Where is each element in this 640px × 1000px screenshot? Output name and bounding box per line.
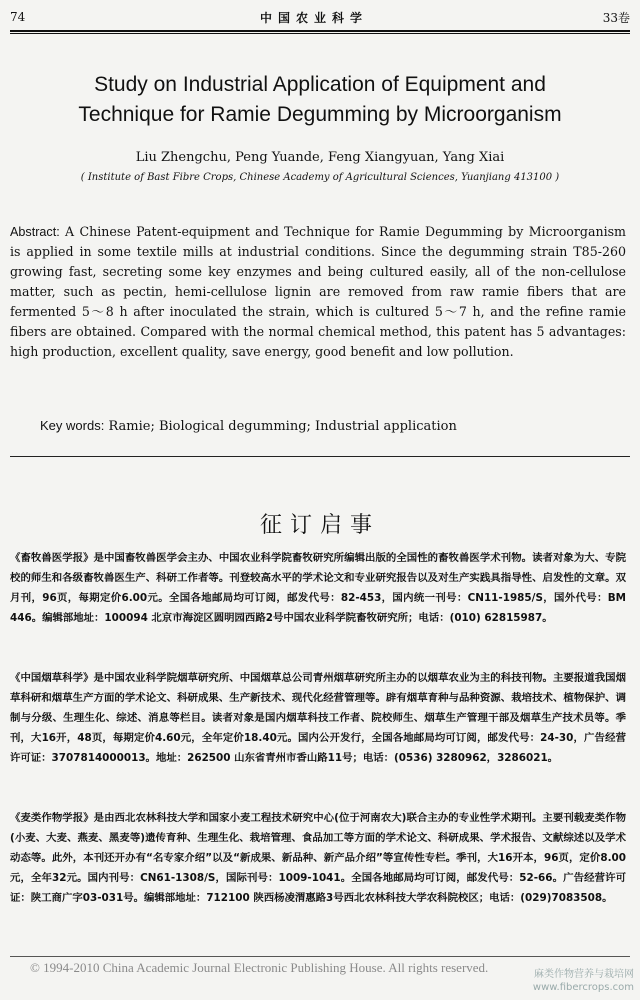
abstract-label: Abstract: [10, 225, 60, 239]
page-header [10, 6, 630, 28]
header-rule [10, 30, 630, 32]
volume-label: 33卷 [602, 10, 630, 25]
watermark-line-1: 麻类作物营养与栽培网 [534, 969, 634, 980]
notice-title: 征订启事 [259, 513, 380, 538]
footer-rule [10, 956, 630, 957]
page-number: 74 [10, 10, 26, 24]
watermark-line-2: www.fibercrops.com [532, 982, 634, 993]
keywords-text: Ramie; Biological degumming; Industrial application [104, 419, 457, 434]
notice-paragraph: 《畜牧兽医学报》是中国畜牧兽医学会主办、中国农业科学院畜牧研究所编辑出版的全国性的畜牧兽医学术刊物。读者对象为大、专院校的师生和各级畜牧兽医生产、科研工作者等。刊登较高水平的学术论文和专业研究报告以及对生产实践具指导性、启发性的文章。双月刊，96页，每期定价6.00元。全国各地邮局均可订阅，邮发代号：82-453，国内统一刊号：CN11-1985/S，国外代号：BM 446。编辑部地址：100094 北京市海淀区圆明园西路2号中国农业科学院畜牧研究所；电话：(010) 62815987。 [10, 552, 626, 624]
notice-paragraph: 《麦类作物学报》是由西北农林科技大学和国家小麦工程技术研究中心(位于河南农大)联合主办的专业性学术期刊。主要刊载麦类作物(小麦、大麦、燕麦、黑麦等)遗传育种、生理生化、栽培管理、食品加工等方面的学术论文、科研成果、学术报告、文献综述以及学术动态等。此外，本刊还开办有“名专家介绍”以及“新成果、新品种、新产品介绍”等宣传性专栏。季刊，大16开本，96页，定价8.00元，全年32元。国内刊号：CN61-1308/S，国际刊号：1009-1041。全国各地邮局均可订阅，邮发代号：52-66。广告经营许可证：陕工商广字03-031号。编辑部地址：712100 陕西杨凌渭惠路3号西北农林科技大学农科院校区；电话：(029)7083508。 [10, 812, 626, 904]
title-line-1: Study on Industrial Application of Equipment and [94, 73, 546, 96]
keywords-label: Key words: [40, 418, 105, 433]
abstract-text: A Chinese Patent-equipment and Technique for Ramie Degumming by Microorganism is applied in some textile mills at industrial conditions. Since the degumming strain T85-260 growing fast, secreting some key enzymes and being cultured easily, all of the non-cellulose matter, such as pectin, hemi-cellulose lignin are removed from raw ramie fibers that are fermented 5～8 h after inoculated the strain, which is cultured 5～7 h, and the refine ramie fibers are obtained. Compared with the normal chemical method, this patent has 5 advantages: high production, excellent quality, save energy, good benefit and low pollution. [10, 224, 626, 359]
copyright-footer: © 1994-2010 China Academic Journal Electronic Publishing House. All rights reserved. [30, 960, 489, 975]
header-rule-thin [10, 33, 630, 34]
affiliation: ( Institute of Bast Fibre Crops, Chinese Academy of Agricultural Sciences, Yuanjiang 413100 ) [80, 172, 560, 183]
notice-paragraph: 《中国烟草科学》是中国农业科学院烟草研究所、中国烟草总公司青州烟草研究所主办的以烟草农业为主的科技刊物。主要报道我国烟草科研和烟草生产方面的学术论文、科研成果、生产新技术、现代化经营管理等。辟有烟草育种与品种资源、栽培技术、植物保护、调制与分级、生理生化、综述、消息等栏目。读者对象是国内烟草科技工作者、院校师生、烟草生产管理干部及烟草生产技术员等。季刊，大16开，48页，每期定价4.60元，全年定价18.40元。国内公开发行，全国各地邮局均可订阅，邮发代号：24-30，广告经营许可证：3707814000013。地址：262500 山东省青州市香山路11号；电话：(0536) 3280962，3286021。 [10, 672, 626, 764]
section-divider [10, 456, 630, 457]
title-line-2: Technique for Ramie Degumming by Microorganism [78, 103, 562, 126]
article-title [40, 70, 600, 130]
site-watermark [533, 968, 634, 994]
keywords [40, 418, 626, 434]
journal-name: 中国农业科学 [259, 10, 368, 25]
authors: Liu Zhengchu, Peng Yuande, Feng Xiangyuan, Yang Xiai [135, 150, 505, 165]
abstract [10, 222, 626, 362]
